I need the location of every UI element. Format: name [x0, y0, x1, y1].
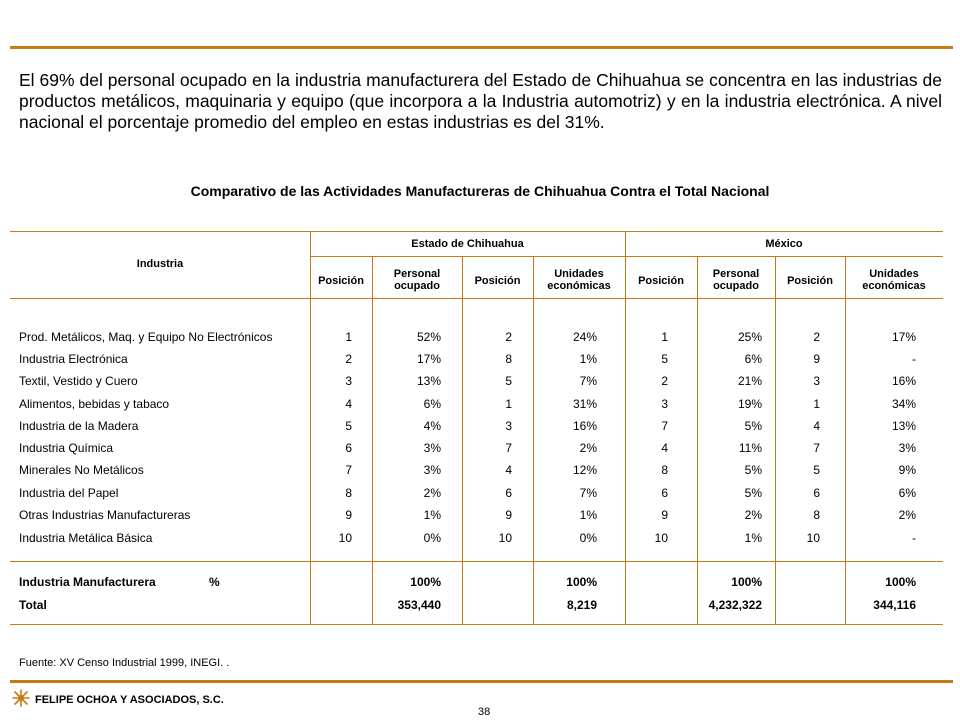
table-cell: 1: [661, 330, 668, 344]
table-cell: -: [912, 352, 916, 366]
industry-name: Prod. Metálicos, Maq. y Equipo No Electrónicos: [19, 330, 273, 344]
table-cell: 2: [505, 330, 512, 344]
table-cell: 7: [345, 463, 352, 477]
column-divider: [372, 256, 373, 624]
table-cell: 1: [813, 397, 820, 411]
table-cell: 9: [505, 508, 512, 522]
column-header: Posición: [638, 275, 684, 287]
totals-divider: [10, 561, 943, 562]
table-cell: 2%: [579, 441, 597, 455]
table-cell: 10: [338, 531, 352, 545]
column-header: Personal ocupado: [393, 268, 441, 292]
table-cell: 12%: [572, 463, 597, 477]
column-header: Personal ocupado: [712, 268, 760, 292]
table-cell: 5: [505, 374, 512, 388]
column-divider: [775, 256, 776, 624]
totals-label: Industria Manufacturera: [19, 575, 156, 589]
header-group-divider: [310, 256, 943, 257]
totals-cell: 100%: [885, 575, 916, 589]
table-cell: 10: [806, 531, 820, 545]
table-cell: 6: [813, 486, 820, 500]
table-cell: 17%: [416, 352, 441, 366]
table-cell: 1: [505, 397, 512, 411]
totals-cell: 100%: [566, 575, 597, 589]
table-cell: 13%: [891, 419, 916, 433]
table-cell: 6: [505, 486, 512, 500]
top-rule: [10, 46, 953, 49]
table-cell: -: [912, 531, 916, 545]
table-cell: 52%: [416, 330, 441, 344]
industry-name: Minerales No Metálicos: [19, 463, 144, 477]
industry-name: Industria del Papel: [19, 486, 119, 500]
table-cell: 1%: [579, 352, 597, 366]
table-cell: 2: [661, 374, 668, 388]
column-header: Unidades económicas: [547, 268, 611, 292]
table-cell: 2: [345, 352, 352, 366]
table-cell: 4: [345, 397, 352, 411]
table-cell: 13%: [416, 374, 441, 388]
totals-cell: 8,219: [566, 598, 597, 612]
mexico-group-header: México: [765, 238, 803, 250]
table-cell: 7: [813, 441, 820, 455]
table-cell: 9%: [898, 463, 916, 477]
table-cell: 34%: [891, 397, 916, 411]
table-cell: 3: [345, 374, 352, 388]
table-cell: 6: [661, 486, 668, 500]
table-cell: 16%: [572, 419, 597, 433]
table-cell: 3: [505, 419, 512, 433]
table-cell: 0%: [423, 531, 441, 545]
column-header: Posición: [318, 275, 364, 287]
table-cell: 4%: [423, 419, 441, 433]
industry-name: Industria Metálica Básica: [19, 531, 153, 545]
table-cell: 4: [661, 441, 668, 455]
table-cell: 4: [813, 419, 820, 433]
totals-label: Total: [19, 598, 47, 612]
column-header: Posición: [787, 275, 833, 287]
totals-cell: 100%: [731, 575, 762, 589]
table-cell: 19%: [737, 397, 762, 411]
table-cell: 2%: [744, 508, 762, 522]
page-number: 38: [478, 706, 491, 718]
table-cell: 2%: [423, 486, 441, 500]
column-header: Posición: [474, 275, 521, 287]
table-cell: 3%: [423, 463, 441, 477]
table-cell: 5: [661, 352, 668, 366]
industry-name: Industria de la Madera: [19, 419, 139, 433]
totals-cell: 344,116: [873, 598, 916, 612]
totals-cell: 353,440: [397, 598, 441, 612]
chihuahua-group-header: Estado de Chihuahua: [411, 238, 524, 250]
table-cell: 3%: [423, 441, 441, 455]
table-cell: 10: [498, 531, 512, 545]
table-cell: 6: [345, 441, 352, 455]
bottom-rule: [10, 680, 953, 683]
company-logo-icon: [11, 688, 31, 708]
table-cell: 21%: [737, 374, 762, 388]
table-cell: 6%: [898, 486, 916, 500]
table-cell: 9: [661, 508, 668, 522]
table-cell: 1%: [423, 508, 441, 522]
table-cell: 7: [505, 441, 512, 455]
table-cell: 25%: [737, 330, 762, 344]
table-cell: 6%: [423, 397, 441, 411]
table-cell: 9: [813, 352, 820, 366]
table-cell: 5: [813, 463, 820, 477]
table-cell: 0%: [579, 531, 597, 545]
table-cell: 24%: [572, 330, 597, 344]
table-cell: 3: [813, 374, 820, 388]
table-cell: 8: [345, 486, 352, 500]
table-cell: 1: [345, 330, 352, 344]
table-cell: 3%: [898, 441, 916, 455]
table-cell: 5%: [744, 463, 762, 477]
table-cell: 5%: [744, 486, 762, 500]
table-cell: 11%: [738, 441, 762, 455]
column-divider: [462, 256, 463, 624]
table-cell: 1%: [579, 508, 597, 522]
header-bottom-border: [10, 298, 943, 299]
table-cell: 8: [661, 463, 668, 477]
industry-name: Industria Electrónica: [19, 352, 128, 366]
table-cell: 2: [813, 330, 820, 344]
table-cell: 3: [661, 397, 668, 411]
table-cell: 5%: [744, 419, 762, 433]
table-cell: 31%: [572, 397, 597, 411]
source-note: Fuente: XV Censo Industrial 1999, INEGI. .: [19, 657, 230, 669]
table-cell: 6%: [744, 352, 762, 366]
totals-cell: 4,232,322: [708, 598, 762, 612]
table-cell: 5: [345, 419, 352, 433]
column-divider: [533, 256, 534, 624]
table-cell: 7%: [579, 486, 597, 500]
table-top-border: [10, 231, 943, 232]
column-divider: [697, 256, 698, 624]
totals-cell: 100%: [410, 575, 441, 589]
company-name: FELIPE OCHOA Y ASOCIADOS, S.C.: [35, 694, 224, 706]
table-title: Comparativo de las Actividades Manufactureras de Chihuahua Contra el Total Nacional: [190, 183, 770, 199]
industry-name: Otras Industrias Manufactureras: [19, 508, 191, 522]
table-cell: 16%: [891, 374, 916, 388]
table-cell: 4: [505, 463, 512, 477]
table-cell: 9: [345, 508, 352, 522]
column-header: Unidades económicas: [862, 268, 926, 292]
table-cell: 2%: [898, 508, 916, 522]
totals-unit: %: [209, 575, 220, 589]
industry-header: Industria: [136, 258, 184, 270]
table-bottom-border: [10, 624, 943, 625]
table-cell: 8: [813, 508, 820, 522]
table-cell: 8: [505, 352, 512, 366]
column-divider: [845, 256, 846, 624]
table-cell: 10: [654, 531, 668, 545]
table-cell: 1%: [744, 531, 762, 545]
table-cell: 17%: [891, 330, 916, 344]
industry-name: Textil, Vestido y Cuero: [19, 374, 138, 388]
industry-name: Industria Química: [19, 441, 114, 455]
intro-paragraph: El 69% del personal ocupado en la industria manufacturera del Estado de Chihuahua se concentra en las industrias de productos metálicos, maquinaria y equipo (que incorpora a la Industria automotriz) y en la industria electrónica. A nivel nacional el porcentaje promedio del empleo en estas industrias es del 31%.: [19, 70, 942, 132]
industry-name: Alimentos, bebidas y tabaco: [19, 397, 170, 411]
table-cell: 7: [661, 419, 668, 433]
table-cell: 7%: [579, 374, 597, 388]
